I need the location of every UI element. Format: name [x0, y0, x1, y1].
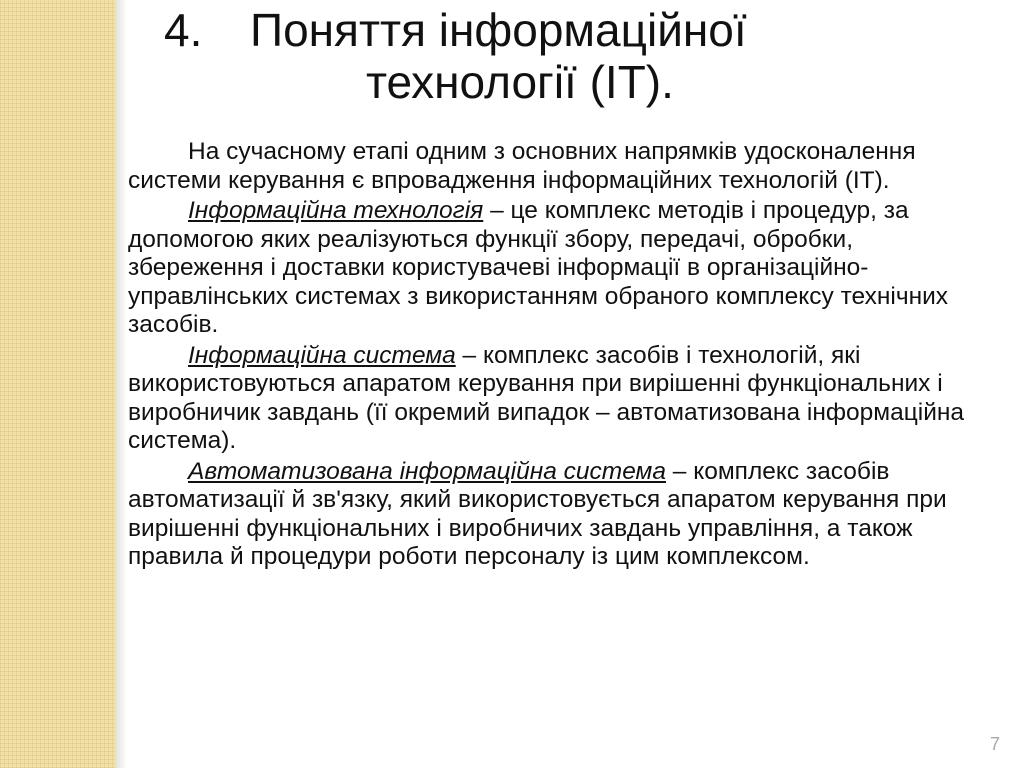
slide-title	[150, 4, 910, 108]
title-text-line-1: Поняття інформаційної	[250, 4, 747, 56]
paragraph-ais-definition	[128, 458, 978, 572]
term-information-system: Інформаційна система	[188, 341, 456, 369]
slide-body	[128, 138, 978, 574]
term-automated-information-system: Автоматизована інформаційна система	[188, 457, 666, 485]
definition-automated-information-system: – комплекс засобів автоматизації й зв'язку, який використовується апаратом керування при вирішенні функціональних і виробничих завдань управління, а також правила й процедури роботи персоналу із цим комплексом.	[128, 457, 947, 570]
slide-page-number: 7	[989, 734, 1000, 754]
title-text-line-2: технології (ІТ).	[366, 56, 674, 108]
decorative-side-band	[0, 0, 115, 768]
paragraph-is-definition	[128, 342, 978, 456]
title-line-1	[150, 4, 910, 56]
definition-information-technology: – це комплекс методів і процедур, за допомогою яких реалізуються функції збору, передачі, обробки, збереження і доставки користувачеві інформації в організаційно-управлінських системах з використанням обраного комплексу технічних засобів.	[128, 197, 949, 338]
paragraph-it-definition	[128, 197, 978, 340]
paragraph-intro	[128, 138, 978, 195]
title-number: 4.	[164, 4, 203, 56]
paragraph-intro-text: На сучасному етапі одним з основних напрямків удосконалення системи керування є впровадження інформаційних технологій (ІТ).	[128, 138, 916, 194]
side-band-shadow	[115, 0, 127, 768]
definition-information-system: – комплекс засобів і технологій, які використовуються апаратом керування при вирішенні функціональних і виробничик завдань (її окремий випадок – автоматизована інформаційна система).	[128, 341, 965, 454]
term-information-technology: Інформаційна технологія	[188, 197, 484, 224]
